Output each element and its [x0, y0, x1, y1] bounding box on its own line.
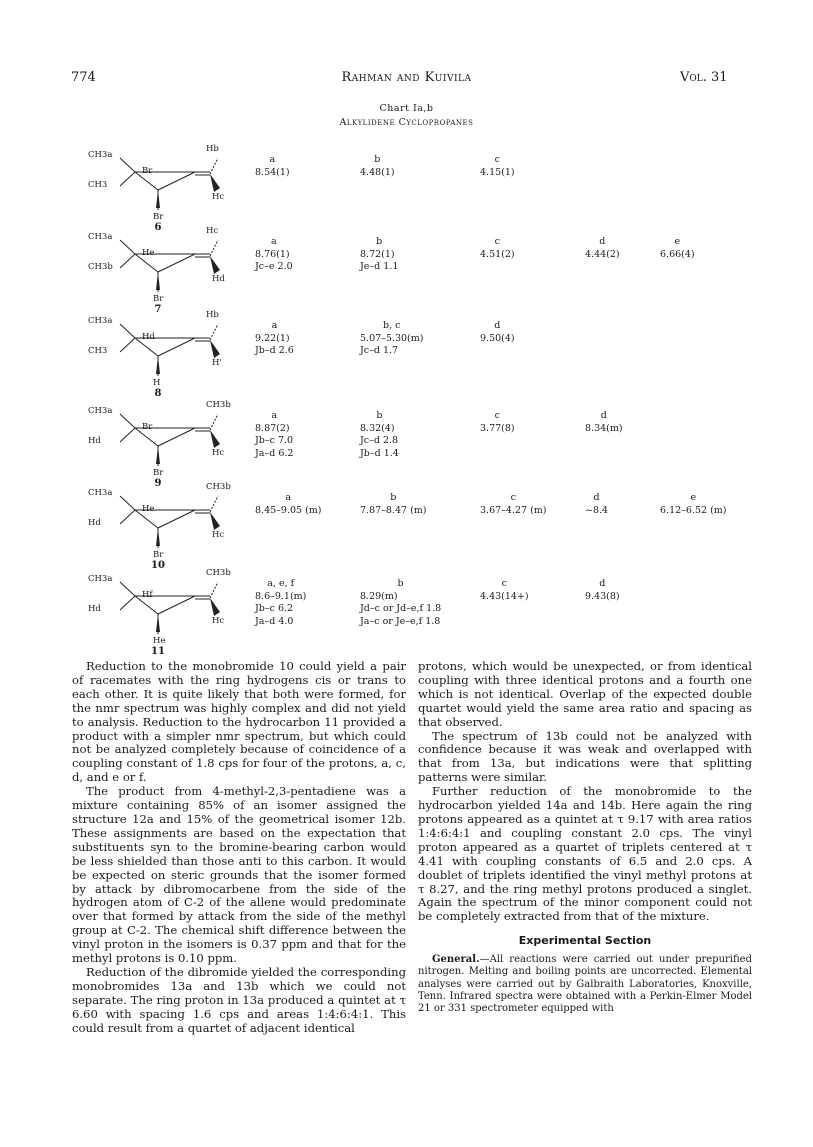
structure-label-ring-left: Hd: [142, 332, 155, 342]
data-value: 7.87–8.47 (m): [360, 504, 427, 516]
data-cell: [660, 492, 727, 517]
proton-key: e: [674, 236, 681, 247]
data-value: 9.43(8): [585, 590, 620, 602]
data-cell: [480, 578, 529, 603]
chart-subtitle: Alkylidene Cyclopropanes: [339, 117, 474, 128]
experimental-paragraph: [418, 954, 752, 1015]
volume-label: Vol. 31: [680, 70, 728, 85]
structure-label-top-right: CH3b: [206, 568, 231, 578]
structure-label-sub-a: CH3a: [88, 316, 113, 326]
paragraph: Further reduction of the monobromide to the hydrocarbon yielded 14a and 14b. Here again the ring protons appeared as a quintet at τ 9.17 with area ratios 1:4:6:4:1 and coupling constant 2.0 cps. The vinyl proton appeared as a quartet of triplets centered at τ 4.41 with coupling constants of 6.5 and 2.0 cps. A doublet of triplets identified the vinyl methyl protons at τ 8.27, and the ring methyl protons produced a singlet. Again the spectrum of the minor component could not be completely extracted from that of the mixture.: [418, 784, 752, 924]
data-cell: [480, 410, 515, 435]
data-value: 8.54(1): [255, 166, 290, 178]
structure-label-sub-b: Hd: [88, 436, 101, 446]
data-value: 3.77(8): [480, 422, 515, 434]
structure-label-ring-left: Br: [142, 166, 153, 176]
structure-label-top-right: Hc: [206, 226, 219, 236]
data-value: 8.76(1): [255, 248, 290, 260]
data-value: 8.29(m): [360, 590, 398, 602]
structure-label-ring-left: He: [142, 248, 155, 258]
data-value: 4.44(2): [585, 248, 620, 260]
structure-label-sub-a: CH3a: [88, 488, 113, 498]
structure-label-bottom-right: Hd: [212, 274, 225, 284]
data-value: 6.66(4): [660, 248, 695, 260]
proton-key: a: [270, 236, 277, 247]
structure-label-sub-a: CH3a: [88, 232, 113, 242]
data-cell: [255, 578, 306, 628]
proton-key: c: [494, 236, 500, 247]
compound-number: 10: [151, 560, 165, 571]
structure-label-bottom: He: [153, 636, 166, 646]
structure-label-bottom-right: Hc: [212, 616, 225, 626]
data-cell: [360, 492, 427, 517]
data-value: ~8.4: [585, 504, 609, 516]
data-value: Jb–c 7.0: [255, 435, 294, 446]
compound-number: 9: [154, 478, 162, 489]
paragraph: The product from 4-methyl-2,3-pentadiene was a mixture containing 85% of an isomer assigned the structure 12a and 15% of the geometrical isomer 12b. These assignments are based on the expectation that substituents syn to the bromine-bearing carbon would be less shielded than those anti to this carbon. It would be expected on steric grounds that the isomer formed by attack by dibromocarbene from the side of the hydrogen atom of C-2 of the allene would predominate over that formed by attack from the side of the methyl group at C-2. The chemical shift difference between the vinyl proton in the isomers is 0.37 ppm and that for the methyl protons is 0.10 ppm.: [72, 784, 406, 966]
compound-number: 8: [154, 388, 162, 399]
data-value: Jb–d 1.4: [360, 447, 399, 459]
structure-label-ring-left: Hf: [142, 590, 153, 600]
data-value: 9.50(4): [480, 332, 515, 344]
data-value: 4.48(1): [360, 166, 395, 178]
experimental-text: —All reactions were carried out under prepurified nitrogen. Melting and boiling points are uncorrected. Elemental analyses were carried out by Galbraith Laboratories, Knoxville, Tenn. Infrared spectra were obtained with a Perkin-Elmer Model 21 or 331 spectrometer equipped with: [418, 954, 752, 1014]
data-value: Je–d 1.1: [360, 261, 399, 272]
structure-label-top-right: CH3b: [206, 400, 231, 410]
data-cell: [660, 236, 695, 261]
data-value: 8.72(1): [360, 248, 395, 260]
structure-label-sub-b: Hd: [88, 518, 101, 528]
structure-label-bottom-right: Hc: [212, 448, 225, 458]
data-cell: [255, 236, 293, 274]
proton-key: d: [599, 578, 606, 589]
data-cell: [360, 320, 423, 358]
data-value: 8.32(4): [360, 422, 395, 434]
compound-number: 11: [151, 646, 165, 657]
structure-label-bottom: Br: [153, 212, 164, 222]
data-cell: [585, 410, 623, 435]
proton-key: a: [269, 154, 276, 165]
proton-key: c: [494, 154, 500, 165]
structure-label-bottom: Br: [153, 468, 164, 478]
data-value: Jb–d 2.6: [255, 345, 294, 356]
data-cell: [255, 492, 322, 517]
structure-label-top-right: Hb: [206, 144, 219, 154]
paragraph: protons, which would be unexpected, or from identical coupling with three identical protons and a fourth one which is not identical. Overlap of the expected double quartet would yield the same area ratio and spacing as that observed.: [418, 659, 752, 729]
structure-label-bottom-right: H': [212, 358, 222, 368]
data-cell: [480, 154, 515, 179]
paragraph: Reduction of the dibromide yielded the corresponding monobromides 13a and 13b which we could not separate. The ring proton in 13a produced a quintet at τ 6.60 with spacing 1.6 cps and areas 1:4:6:4:1. This could result from a quartet of adjacent identical: [72, 964, 406, 1035]
proton-key: b: [376, 410, 383, 421]
data-value: Ja–c or Je–e,f 1.8: [360, 615, 441, 627]
proton-key: d: [599, 236, 606, 247]
data-value: Jb–c 6.2: [255, 603, 294, 614]
structure-label-bottom-right: Hc: [212, 530, 225, 540]
right-text-column: [418, 660, 752, 1015]
proton-key: a: [271, 410, 278, 421]
data-cell: [585, 492, 608, 517]
data-cell: [255, 320, 294, 358]
data-value: 8.87(2): [255, 422, 290, 434]
proton-key: e: [690, 492, 697, 503]
data-cell: [585, 578, 620, 603]
structure-label-sub-b: CH3: [88, 180, 108, 190]
page-number: 774: [71, 70, 96, 85]
structure-label-bottom-right: Hc: [212, 192, 225, 202]
running-head-authors: Rahman and Kuivila: [341, 70, 472, 85]
structure-label-top-right: Hb: [206, 310, 219, 320]
structure-6: [80, 140, 245, 232]
data-value: 6.12–6.52 (m): [660, 504, 727, 516]
data-cell: [480, 320, 515, 345]
data-value: 8.34(m): [585, 422, 623, 434]
proton-key: b, c: [383, 320, 401, 331]
data-cell: [360, 236, 398, 274]
proton-key: d: [494, 320, 501, 331]
section-heading: Experimental Section: [518, 934, 652, 948]
paragraph: Reduction to the monobromide 10 could yield a pair of racemates with the ring hydrogens cis or trans to each other. It is quite likely that both were formed, for the nmr spectrum was highly complex and did not yield to analysis. Reduction to the hydrocarbon 11 provided a product with a simpler nmr spectrum, but which could not be analyzed completely because of coincidence of a coupling constant of 1.8 cps for four of the protons, a, c, d, and e or f.: [72, 659, 406, 785]
data-value: Ja–d 4.0: [255, 615, 294, 627]
structure-8: [80, 306, 245, 398]
proton-key: b: [390, 492, 397, 503]
data-cell: [255, 154, 290, 179]
data-value: Jc–d 2.8: [360, 435, 399, 446]
structure-label-sub-a: CH3a: [88, 150, 113, 160]
data-value: 4.15(1): [480, 166, 515, 178]
data-value: 3.67–4.27 (m): [480, 504, 547, 516]
proton-key: c: [494, 410, 500, 421]
proton-key: a, e, f: [267, 578, 295, 589]
structure-label-bottom: Br: [153, 294, 164, 304]
structure-9: [80, 396, 245, 488]
left-text-column: [72, 660, 406, 1035]
proton-key: a: [271, 320, 278, 331]
data-cell: [360, 154, 395, 179]
data-cell: [360, 410, 399, 460]
data-value: 4.51(2): [480, 248, 515, 260]
proton-key: a: [285, 492, 292, 503]
compound-number: 7: [154, 304, 162, 315]
structure-7: [80, 222, 245, 314]
proton-key: c: [510, 492, 516, 503]
run-in-heading: General.: [432, 954, 480, 966]
structure-label-sub-b: CH3b: [88, 262, 113, 272]
structure-label-sub-a: CH3a: [88, 406, 113, 416]
proton-key: b: [397, 578, 404, 589]
structure-label-ring-left: He: [142, 504, 155, 514]
proton-key: b: [376, 236, 383, 247]
structure-label-bottom: H: [153, 378, 161, 388]
data-value: Jc–d 1.7: [360, 345, 399, 356]
structure-label-sub-b: Hd: [88, 604, 101, 614]
chart-title: Chart Ia,b: [379, 103, 434, 114]
proton-key: b: [374, 154, 381, 165]
data-cell: [480, 236, 515, 261]
proton-key: d: [593, 492, 600, 503]
data-cell: [585, 236, 620, 261]
data-value: 5.07–5.30(m): [360, 332, 424, 344]
data-value: Jd–c or Jd–e,f 1.8: [360, 603, 442, 614]
structure-label-sub-b: CH3: [88, 346, 108, 356]
data-value: 8.6–9.1(m): [255, 590, 307, 602]
structure-label-ring-left: Br: [142, 422, 153, 432]
data-value: 4.43(14+): [480, 590, 529, 602]
compound-number: 6: [154, 222, 162, 233]
structure-label-bottom: Br: [153, 550, 164, 560]
data-cell: [255, 410, 293, 460]
proton-key: c: [501, 578, 507, 589]
data-cell: [480, 492, 547, 517]
structure-10: [80, 478, 245, 570]
data-value: 9.22(1): [255, 332, 290, 344]
structure-11: [80, 564, 245, 656]
data-value: Ja–d 6.2: [255, 447, 294, 459]
structure-label-sub-a: CH3a: [88, 574, 113, 584]
paragraph: The spectrum of 13b could not be analyzed with confidence because it was weak and overlapped with that from 13a, but indications were that splitting patterns were similar.: [418, 728, 752, 785]
data-cell: [360, 578, 441, 628]
data-value: Jc–e 2.0: [255, 261, 293, 272]
proton-key: d: [600, 410, 607, 421]
structure-label-top-right: CH3b: [206, 482, 231, 492]
data-value: 8.45–9.05 (m): [255, 504, 322, 516]
